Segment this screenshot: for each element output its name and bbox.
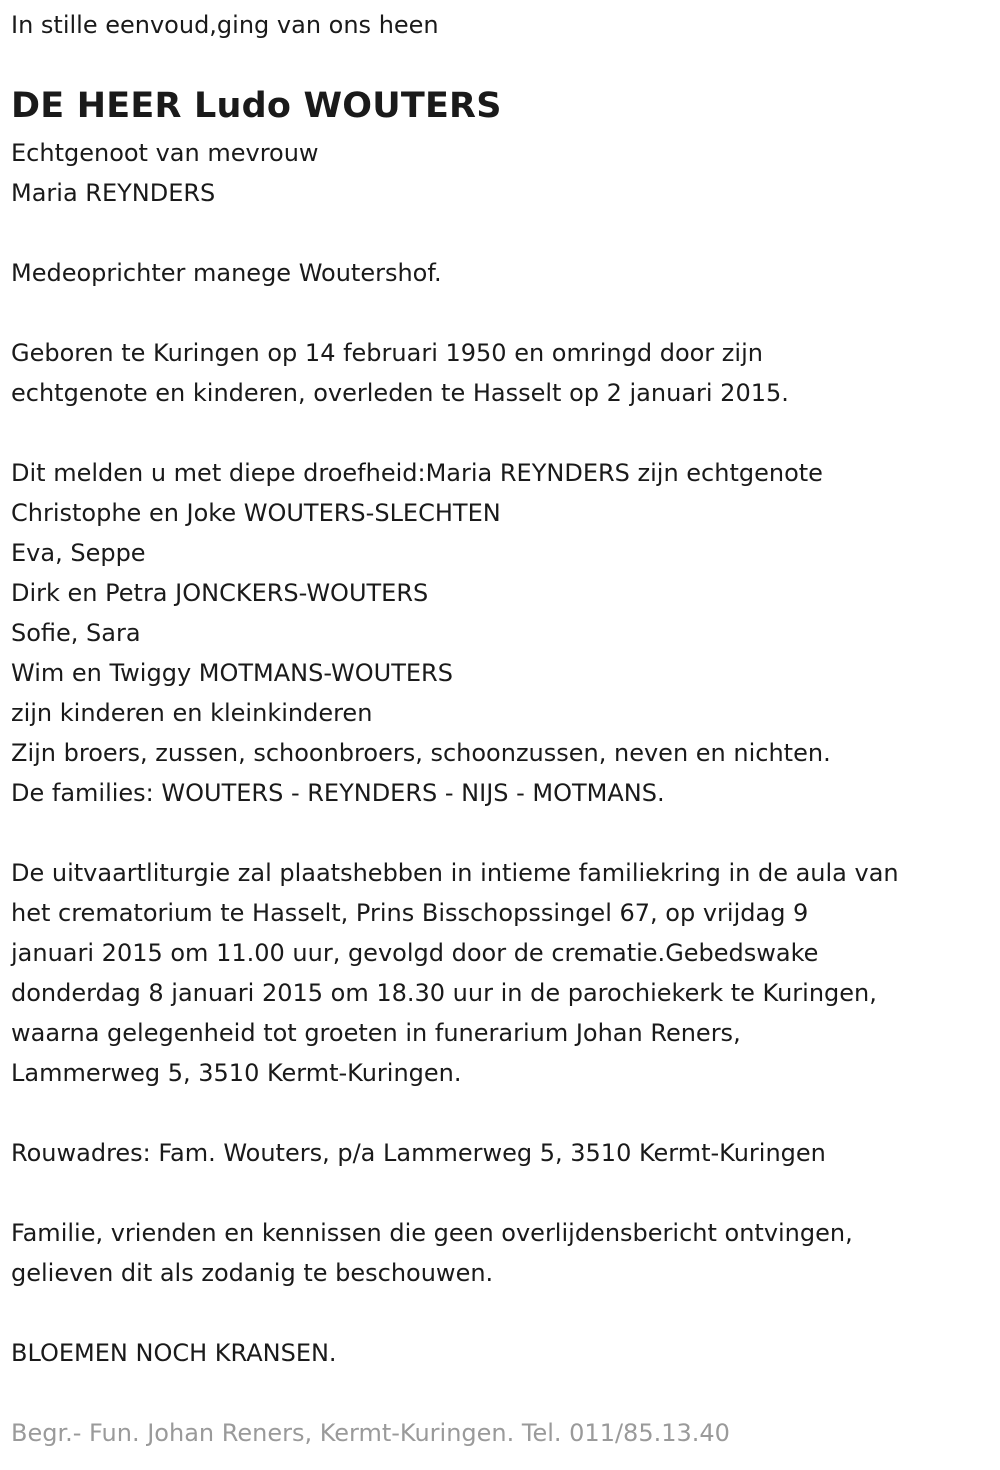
mourner-line: Wim en Twiggy MOTMANS-WOUTERS xyxy=(11,659,453,687)
ceremony-line: De uitvaartliturgie zal plaatshebben in intieme familiekring in de aula van xyxy=(11,859,899,887)
deceased-name: DE HEER Ludo WOUTERS xyxy=(11,86,502,126)
birth-death-line-1: Geboren te Kuringen op 14 februari 1950 en omringd door zijn xyxy=(11,339,763,367)
notice-line: gelieven dit als zodanig te beschouwen. xyxy=(11,1259,494,1287)
spacer xyxy=(11,213,1000,253)
notice-paragraph xyxy=(11,1213,1000,1293)
flowers-note: BLOEMEN NOCH KRANSEN. xyxy=(11,1339,337,1367)
spacer xyxy=(11,1293,1000,1333)
mourner-line: Christophe en Joke WOUTERS-SLECHTEN xyxy=(11,499,501,527)
mourner-line: Dirk en Petra JONCKERS-WOUTERS xyxy=(11,579,429,607)
ceremony-line: donderdag 8 januari 2015 om 18.30 uur in de parochiekerk te Kuringen, xyxy=(11,979,877,1007)
notice-line: Familie, vrienden en kennissen die geen overlijdensbericht ontvingen, xyxy=(11,1219,853,1247)
ceremony-line: het crematorium te Hasselt, Prins Bisschopssingel 67, op vrijdag 9 xyxy=(11,899,809,927)
mourner-line: Eva, Seppe xyxy=(11,539,146,567)
spacer xyxy=(11,1093,1000,1133)
spacer xyxy=(11,413,1000,453)
birth-death-line-2: echtgenote en kinderen, overleden te Hasselt op 2 januari 2015. xyxy=(11,379,789,407)
mourner-line: Sofie, Sara xyxy=(11,619,141,647)
intro-line: In stille eenvoud,ging van ons heen xyxy=(11,11,439,39)
mourner-line: De families: WOUTERS - REYNDERS - NIJS - MOTMANS. xyxy=(11,779,665,807)
role-line: Medeoprichter manege Woutershof. xyxy=(11,259,442,287)
funeral-home-footer: Begr.- Fun. Johan Reners, Kermt-Kuringen. Tel. 011/85.13.40 xyxy=(11,1419,730,1447)
spacer xyxy=(11,1173,1000,1213)
spacer xyxy=(11,813,1000,853)
obituary-body xyxy=(11,133,1000,1373)
mourner-line: Dit melden u met diepe droefheid:Maria REYNDERS zijn echtgenote xyxy=(11,459,823,487)
ceremony-line: januari 2015 om 11.00 uur, gevolgd door de crematie.Gebedswake xyxy=(11,939,819,967)
mourner-line: Zijn broers, zussen, schoonbroers, schoonzussen, neven en nichten. xyxy=(11,739,831,767)
ceremony-line: waarna gelegenheid tot groeten in funerarium Johan Reners, xyxy=(11,1019,741,1047)
spacer xyxy=(11,293,1000,333)
mourners-list xyxy=(11,453,1000,813)
spouse-line-2: Maria REYNDERS xyxy=(11,179,216,207)
mourner-line: zijn kinderen en kleinkinderen xyxy=(11,699,373,727)
ceremony-paragraph xyxy=(11,853,1000,1093)
mourning-address: Rouwadres: Fam. Wouters, p/a Lammerweg 5, 3510 Kermt-Kuringen xyxy=(11,1139,826,1167)
ceremony-line: Lammerweg 5, 3510 Kermt-Kuringen. xyxy=(11,1059,462,1087)
spouse-line-1: Echtgenoot van mevrouw xyxy=(11,139,319,167)
